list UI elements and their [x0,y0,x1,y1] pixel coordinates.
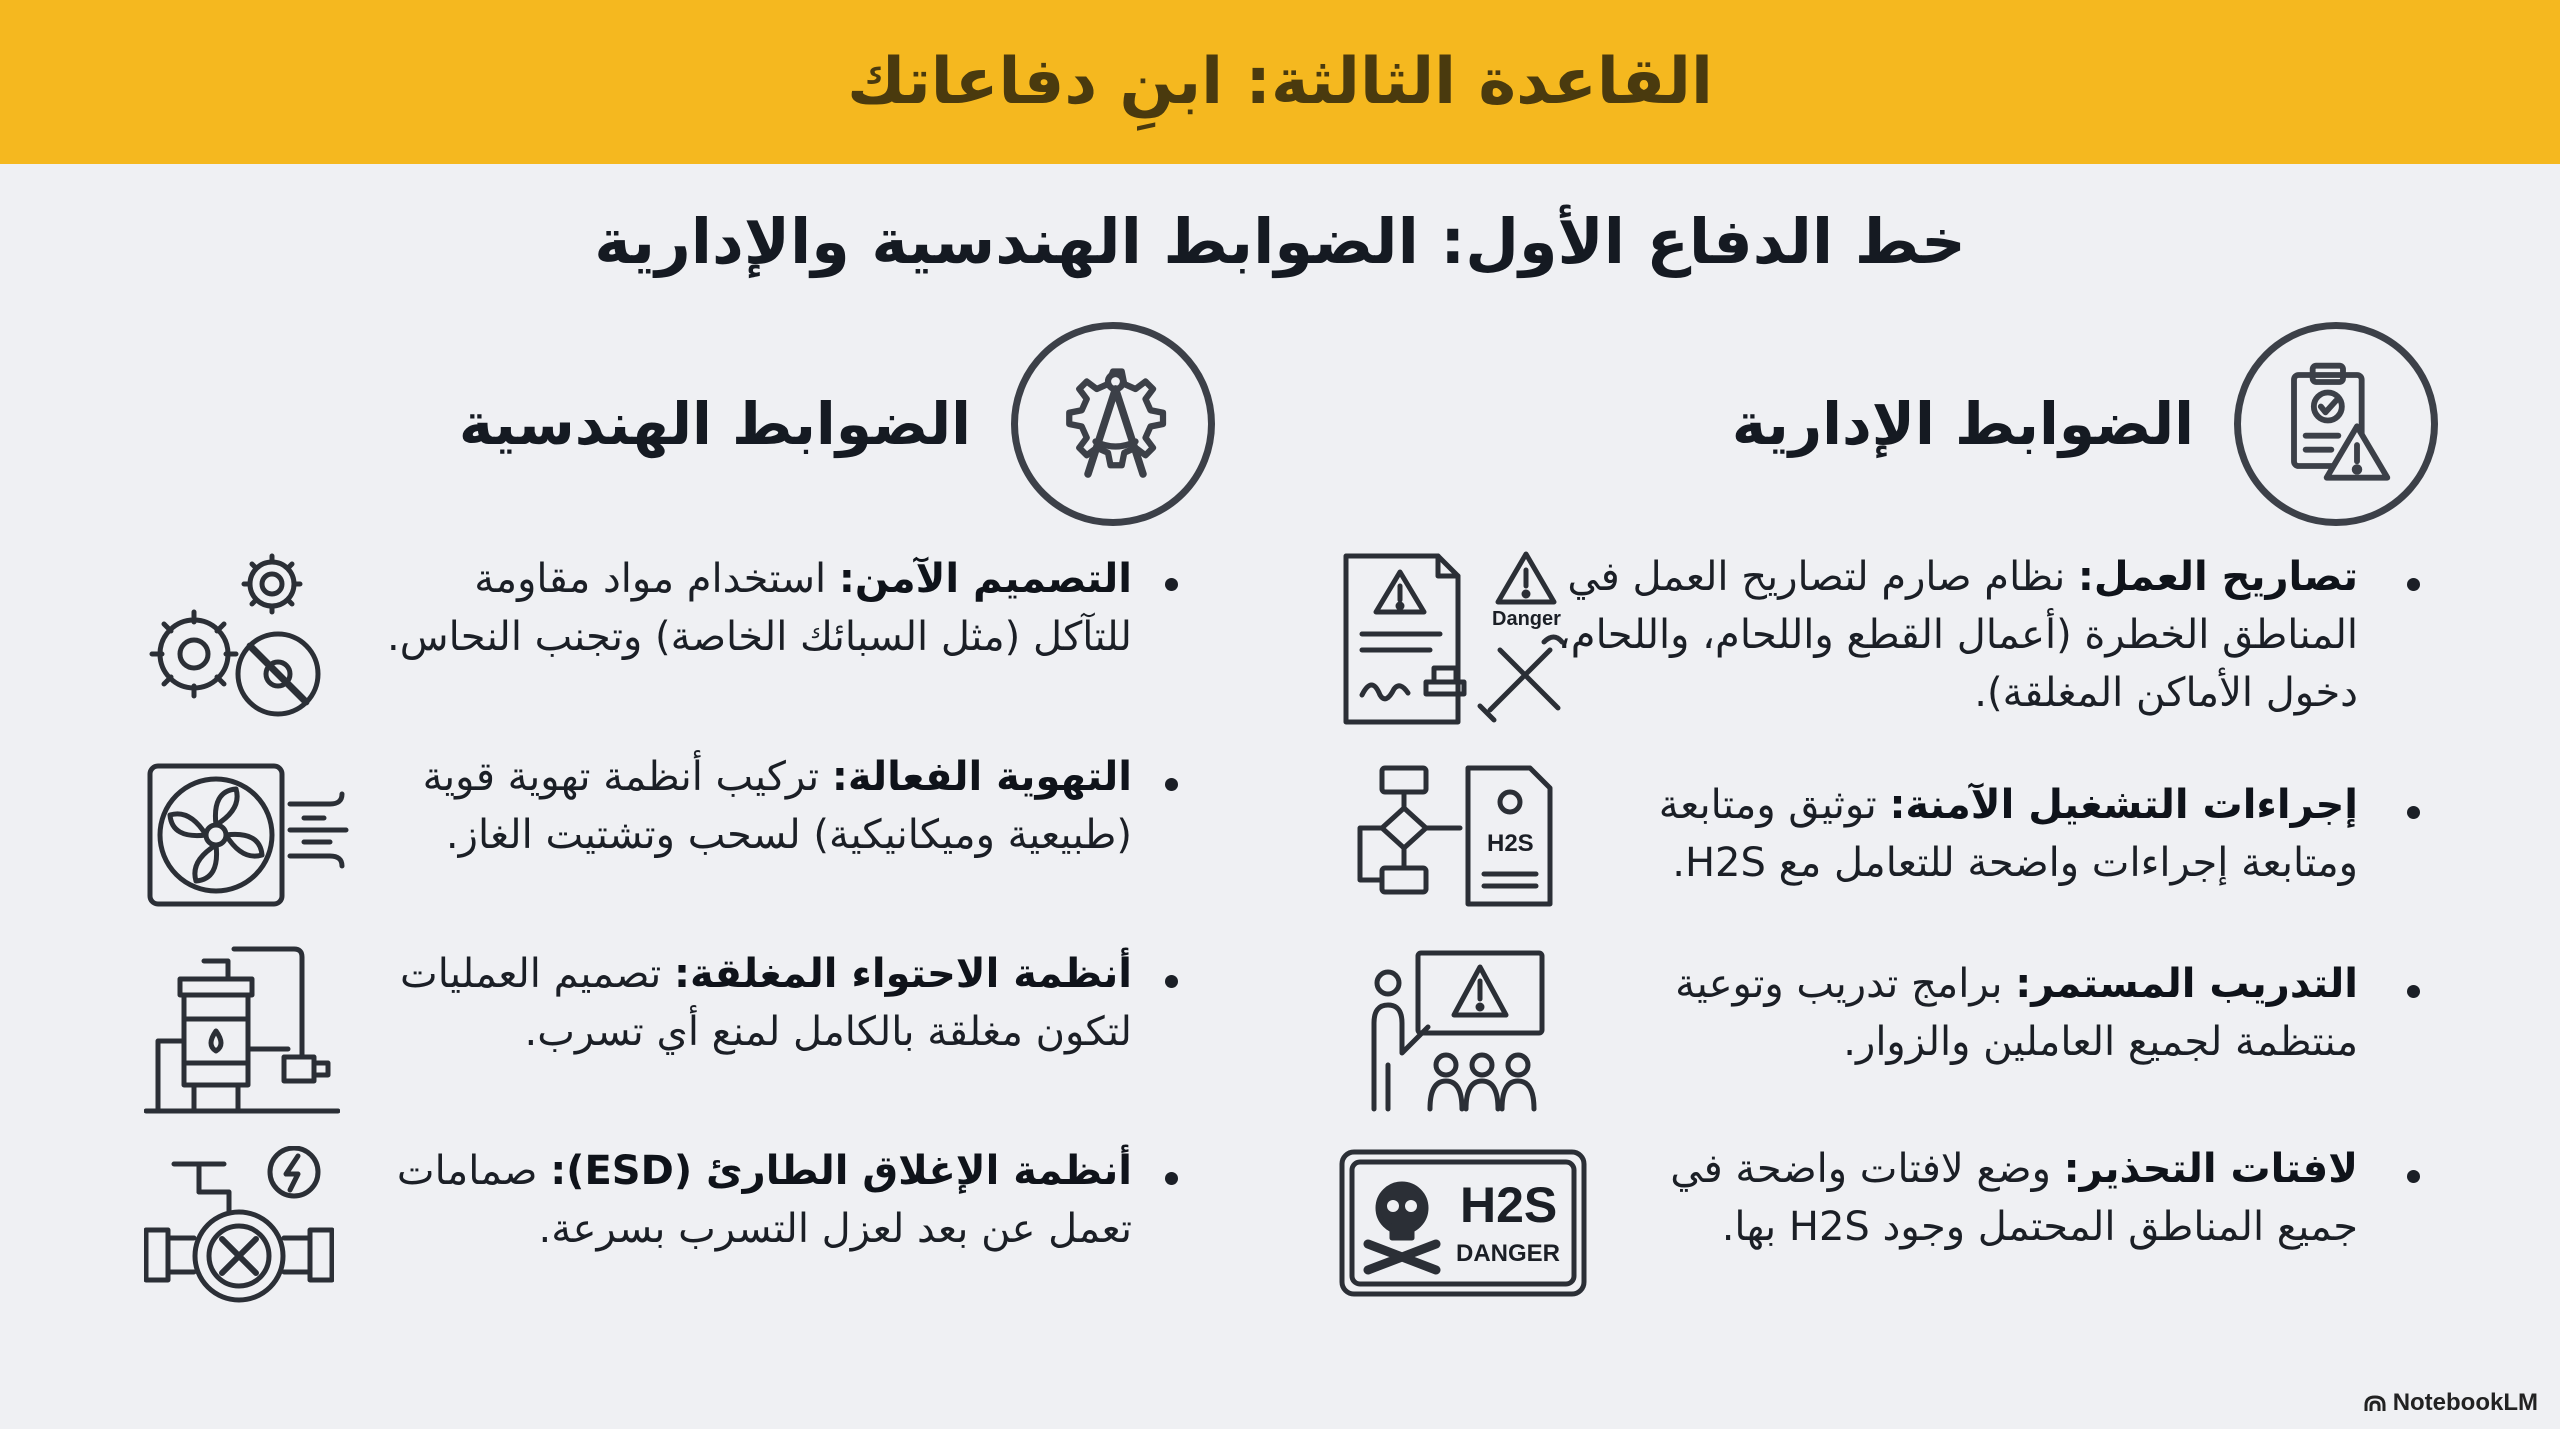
eng-item-esd [140,1148,1190,1308]
eng-item-desc: تركيب أنظمة تهوية قوية (طبيعية وميكانيكية) لسحب وتشتيت الغاز. [422,754,1132,858]
skull-danger-sign-icon [1338,1148,1588,1298]
engineering-heading: الضوابط الهندسية [458,390,971,458]
danger-label: Danger [1492,608,1561,630]
admin-item-desc: برامج تدريب وتوعية منتظمة لجميع العاملين والزوار. [1675,961,2358,1065]
eng-item-title: أنظمة الاحتواء المغلقة: [673,951,1132,997]
admin-item-title: تصاريح العمل: [2077,554,2358,600]
eng-item-safe-design [140,550,1190,730]
eng-item-desc: صمامات تعمل عن بعد لعزل التسرب بسرعة. [396,1148,1132,1252]
ventilation-fan-icon [144,760,354,910]
eng-item-desc: استخدام مواد مقاومة للتآكل (مثل السبائك الخاصة) وتجنب النحاس. [387,556,1132,660]
admin-item-work-permits [1340,548,2420,728]
admin-item-text [1538,548,2358,722]
eng-item-text [372,748,1132,864]
admin-item-title: إجراءات التشغيل الآمنة: [1889,782,2358,828]
bullet [2407,806,2420,819]
administrative-header [1732,322,2438,526]
admin-item-text [1598,1140,2358,1256]
admin-item-desc: وضع لافتات واضحة في جميع المناطق المحتمل وجود H2S بها. [1670,1146,2358,1250]
eng-item-desc: تصميم العمليات لتكون مغلقة بالكامل لمنع أي تسرب. [400,951,1132,1055]
engineering-header [459,322,1215,526]
permit-danger-icon [1340,550,1572,726]
eng-item-closed-containment [140,945,1190,1125]
bullet [2407,1170,2420,1183]
admin-item-desc: توثيق ومتابعة ومتابعة إجراءات واضحة للتعامل مع H2S. [1658,782,2358,886]
flowchart-document-icon [1350,762,1565,908]
emergency-valve-icon [144,1146,334,1306]
admin-item-title: لافتات التحذير: [2063,1146,2358,1192]
gear-compass-icon [1011,322,1215,526]
danger-sign-label: DANGER [1456,1240,1561,1267]
admin-item-text [1598,776,2358,892]
brand-label: NotebookLM [2392,1389,2538,1416]
admin-item-warning-signs [1340,1148,2420,1300]
admin-item-sop [1340,760,2420,910]
closed-vessel-icon [144,939,340,1115]
administrative-heading: الضوابط الإدارية [1731,390,2194,458]
notebooklm-logo-icon [2363,1393,2387,1413]
bullet [1165,975,1178,988]
h2s-sign-label: H2S [1460,1177,1558,1233]
clipboard-warning-icon [2234,322,2438,526]
bullet [1165,778,1178,791]
bullet [1165,578,1178,591]
bullet [2407,985,2420,998]
title-banner [0,0,2560,164]
admin-item-text [1598,955,2358,1071]
page-title: القاعدة الثالثة: ابنِ دفاعاتك [847,45,1713,119]
eng-item-text [372,945,1132,1061]
h2s-label: H2S [1487,830,1534,857]
eng-item-ventilation [140,748,1190,928]
section-subtitle: خط الدفاع الأول: الضوابط الهندسية والإدارية [594,205,1966,278]
eng-item-title: أنظمة الإغلاق الطارئ (ESD): [550,1148,1132,1194]
admin-item-training [1340,945,2420,1115]
eng-item-title: التهوية الفعالة: [831,754,1132,800]
admin-item-title: التدريب المستمر: [2015,961,2358,1007]
bullet [2407,578,2420,591]
eng-item-text [372,550,1132,666]
bullet [1165,1172,1178,1185]
eng-item-text [372,1142,1132,1258]
eng-item-title: التصميم الآمن: [838,556,1132,602]
admin-item-desc: نظام صارم لتصاريح العمل في المناطق الخطرة (أعمال القطع واللحام، واللحام، دخول الأماكن المغلقة). [1557,554,2358,716]
gears-no-corrosion-icon [144,550,334,728]
training-presentation-icon [1360,945,1550,1115]
brand-mark [2363,1389,2538,1417]
